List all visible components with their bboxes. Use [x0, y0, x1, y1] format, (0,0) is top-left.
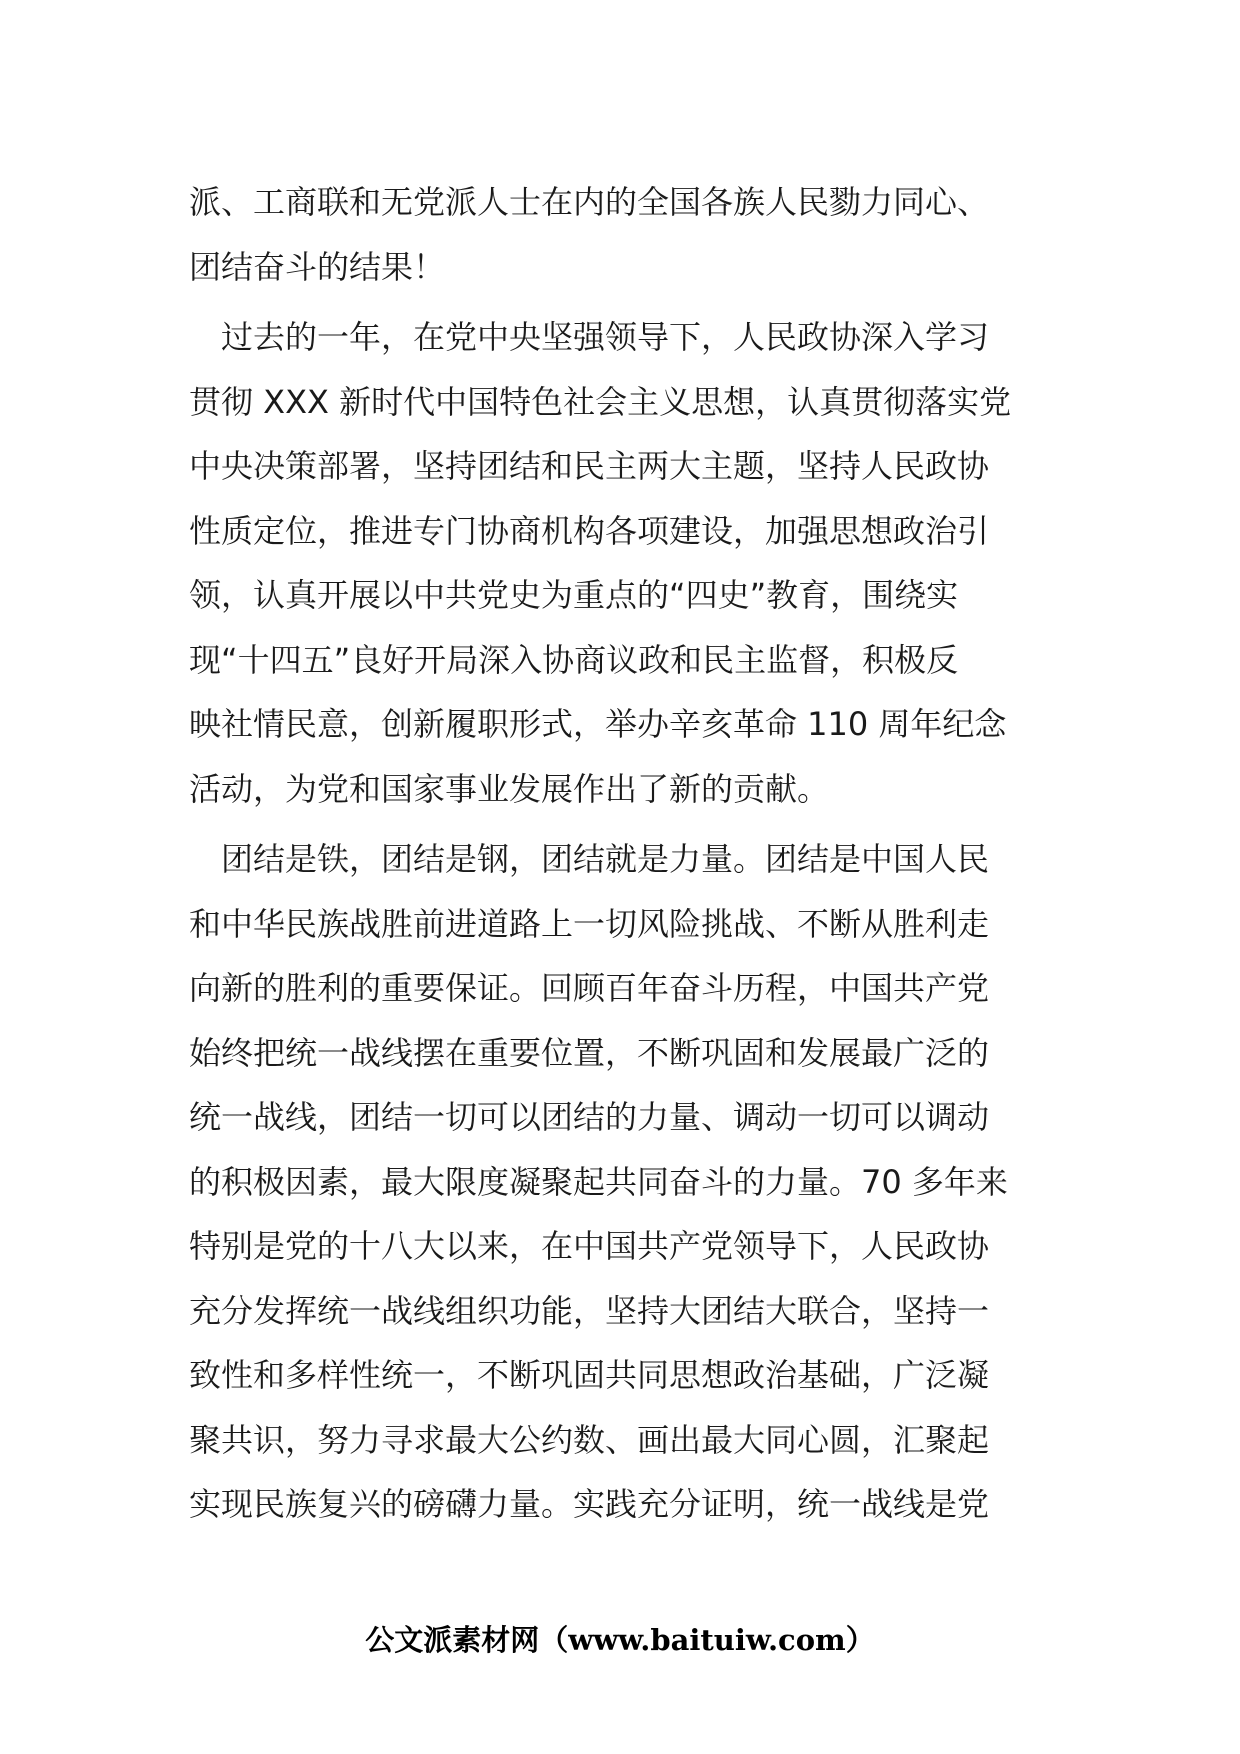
- text-line: 映社情民意，创新履职形式，举办辛亥革命 110 周年纪念: [189, 705, 1007, 743]
- text-line: 团结是铁，团结是钢，团结就是力量。团结是中国人民: [189, 840, 990, 878]
- text-line: 向新的胜利的重要保证。回顾百年奋斗历程，中国共产党: [189, 969, 990, 1007]
- text-line: 致性和多样性统一，不断巩固共同思想政治基础，广泛凝: [189, 1356, 990, 1394]
- page-footer-watermark: 公文派素材网（www.baituiw.com）: [365, 1623, 875, 1657]
- text-line: 活动，为党和国家事业发展作出了新的贡献。: [189, 769, 830, 808]
- text-line: 过去的一年，在党中央坚强领导下，人民政协深入学习: [189, 318, 990, 356]
- document-body: [189, 170, 1057, 1537]
- text-line: 性质定位，推进专门协商机构各项建设，加强思想政治引: [189, 511, 990, 550]
- text-line: 统一战线，团结一切可以团结的力量、调动一切可以调动: [189, 1098, 990, 1136]
- text-line: 派、工商联和无党派人士在内的全国各族人民勠力同心、: [189, 183, 990, 221]
- text-line: 中央决策部署，坚持团结和民主两大主题，坚持人民政协: [189, 447, 990, 485]
- text-line: 贯彻 XXX 新时代中国特色社会主义思想，认真贯彻落实党: [189, 382, 1012, 421]
- text-line: 领，认真开展以中共党史为重点的“四史”教育，围绕实: [189, 576, 959, 614]
- text-line: 和中华民族战胜前进道路上一切风险挑战、不断从胜利走: [189, 904, 990, 943]
- text-line: 团结奋斗的结果！: [189, 247, 446, 286]
- text-line: 聚共识，努力寻求最大公约数、画出最大同心圆，汇聚起: [189, 1420, 990, 1459]
- text-line: 始终把统一战线摆在重要位置，不断巩固和发展最广泛的: [189, 1033, 990, 1072]
- text-line: 充分发挥统一战线组织功能，坚持大团结大联合，坚持一: [189, 1291, 990, 1330]
- text-line: 特别是党的十八大以来，在中国共产党领导下，人民政协: [189, 1227, 990, 1265]
- text-line: 的积极因素，最大限度凝聚起共同奋斗的力量。70 多年来: [189, 1162, 1008, 1201]
- text-line: 实现民族复兴的磅礴力量。实践充分证明，统一战线是党: [189, 1485, 990, 1523]
- text-line: 现“十四五”良好开局深入协商议政和民主监督，积极反: [189, 640, 959, 679]
